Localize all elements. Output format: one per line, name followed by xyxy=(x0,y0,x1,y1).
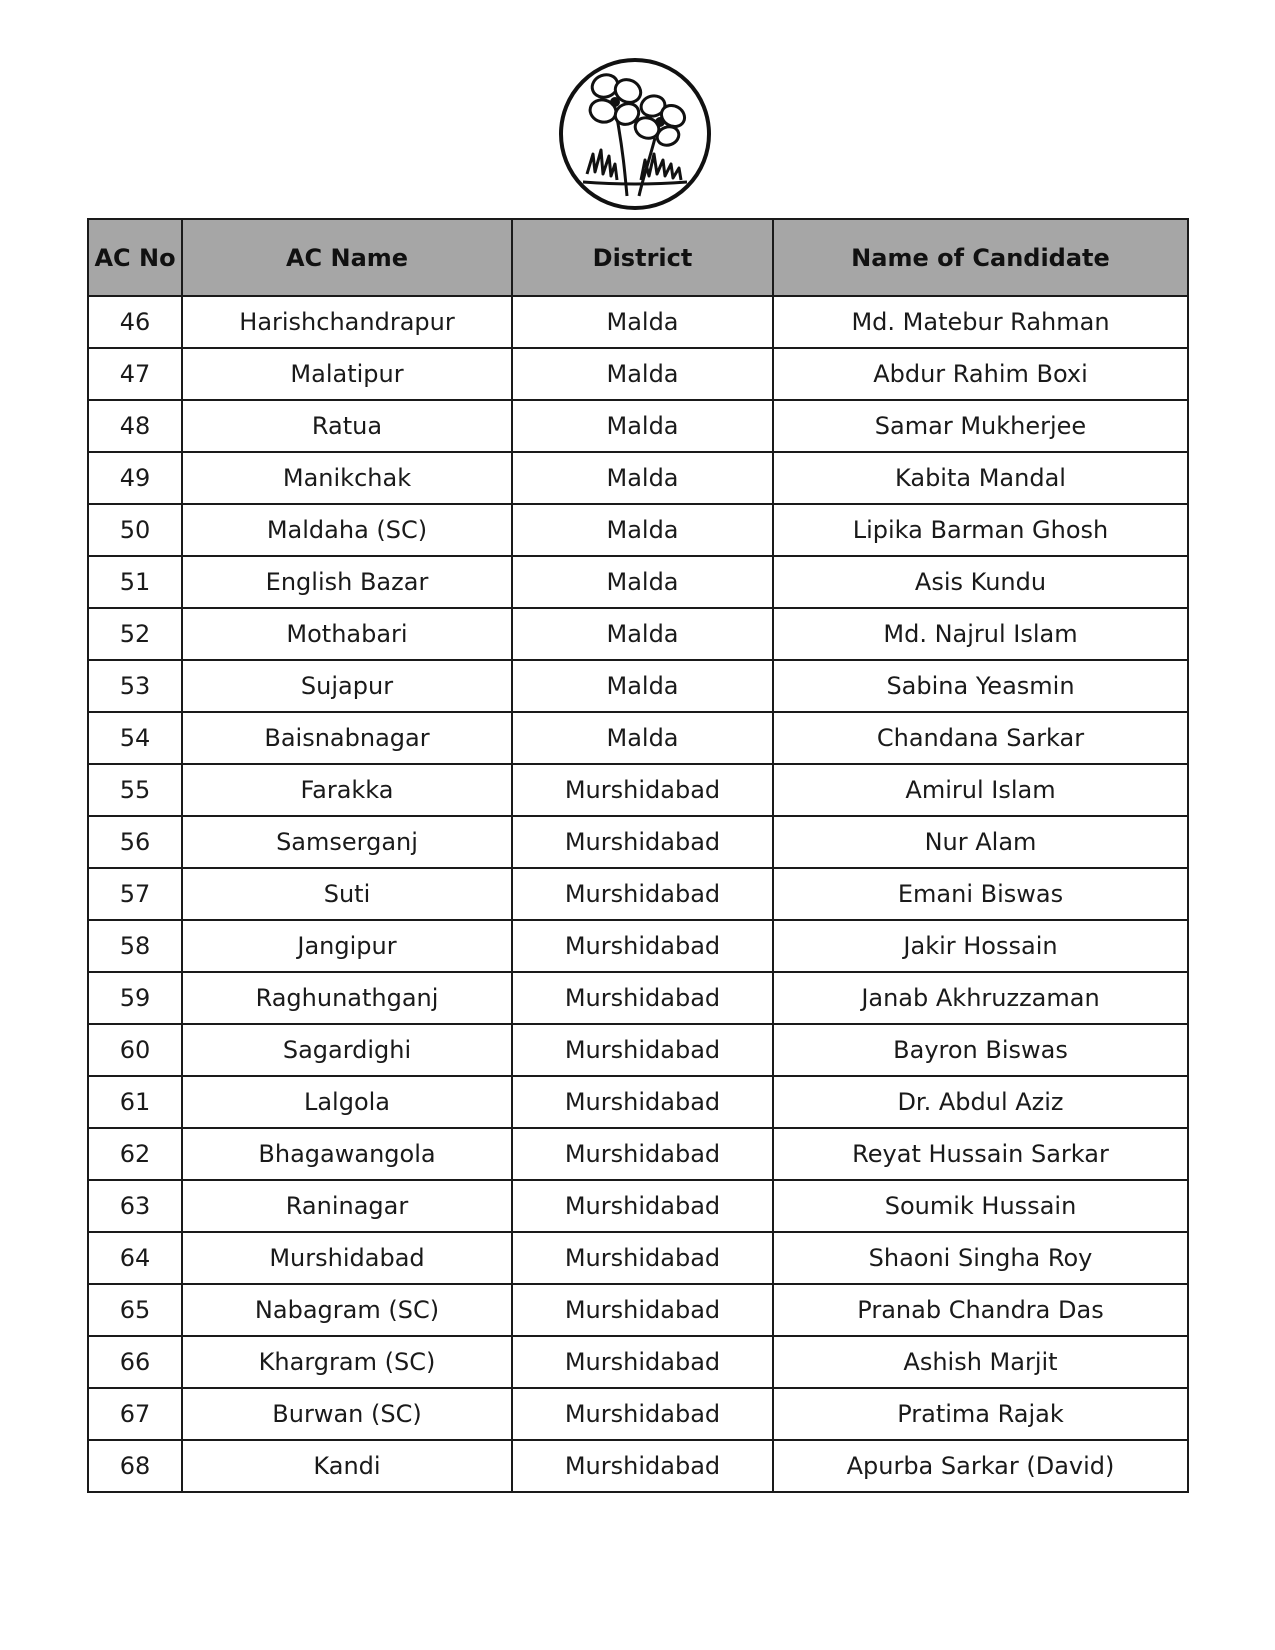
table-row xyxy=(88,764,1188,816)
cell-ac-no: 68 xyxy=(88,1440,182,1492)
cell-candidate-name: Dr. Abdul Aziz xyxy=(773,1076,1188,1128)
cell-ac-no: 62 xyxy=(88,1128,182,1180)
cell-candidate-name: Pranab Chandra Das xyxy=(773,1284,1188,1336)
table-row xyxy=(88,556,1188,608)
cell-district: Malda xyxy=(512,660,773,712)
cell-district: Murshidabad xyxy=(512,1336,773,1388)
party-logo xyxy=(557,56,713,212)
cell-ac-name: Baisnabnagar xyxy=(182,712,512,764)
cell-ac-no: 61 xyxy=(88,1076,182,1128)
candidates-table xyxy=(87,218,1189,1493)
cell-ac-no: 53 xyxy=(88,660,182,712)
table-row xyxy=(88,1128,1188,1180)
cell-ac-no: 56 xyxy=(88,816,182,868)
cell-ac-no: 48 xyxy=(88,400,182,452)
cell-ac-no: 46 xyxy=(88,296,182,348)
cell-ac-name: Harishchandrapur xyxy=(182,296,512,348)
cell-ac-no: 52 xyxy=(88,608,182,660)
cell-ac-no: 63 xyxy=(88,1180,182,1232)
cell-ac-name: Suti xyxy=(182,868,512,920)
table-row xyxy=(88,1388,1188,1440)
cell-district: Murshidabad xyxy=(512,1232,773,1284)
cell-ac-name: Bhagawangola xyxy=(182,1128,512,1180)
table-row xyxy=(88,1284,1188,1336)
header-ac-name: AC Name xyxy=(182,219,512,296)
cell-district: Malda xyxy=(512,608,773,660)
table-row xyxy=(88,1180,1188,1232)
cell-district: Malda xyxy=(512,400,773,452)
cell-ac-no: 60 xyxy=(88,1024,182,1076)
table-row xyxy=(88,1024,1188,1076)
cell-candidate-name: Amirul Islam xyxy=(773,764,1188,816)
table-row xyxy=(88,1232,1188,1284)
cell-candidate-name: Bayron Biswas xyxy=(773,1024,1188,1076)
cell-district: Malda xyxy=(512,452,773,504)
cell-candidate-name: Apurba Sarkar (David) xyxy=(773,1440,1188,1492)
cell-district: Murshidabad xyxy=(512,1128,773,1180)
cell-ac-name: Jangipur xyxy=(182,920,512,972)
cell-candidate-name: Nur Alam xyxy=(773,816,1188,868)
cell-candidate-name: Sabina Yeasmin xyxy=(773,660,1188,712)
cell-ac-no: 51 xyxy=(88,556,182,608)
table-row xyxy=(88,868,1188,920)
cell-district: Murshidabad xyxy=(512,816,773,868)
cell-district: Malda xyxy=(512,296,773,348)
table-header-row xyxy=(88,219,1188,296)
twin-flowers-grass-emblem-icon xyxy=(557,56,713,212)
cell-ac-no: 64 xyxy=(88,1232,182,1284)
cell-candidate-name: Jakir Hossain xyxy=(773,920,1188,972)
cell-ac-name: Mothabari xyxy=(182,608,512,660)
cell-ac-name: Kandi xyxy=(182,1440,512,1492)
cell-candidate-name: Asis Kundu xyxy=(773,556,1188,608)
cell-ac-name: Sagardighi xyxy=(182,1024,512,1076)
table-body xyxy=(88,296,1188,1492)
cell-ac-name: English Bazar xyxy=(182,556,512,608)
header-ac-no: AC No xyxy=(88,219,182,296)
cell-ac-name: Lalgola xyxy=(182,1076,512,1128)
cell-ac-name: Raghunathganj xyxy=(182,972,512,1024)
cell-ac-name: Malatipur xyxy=(182,348,512,400)
table-row xyxy=(88,400,1188,452)
table-row xyxy=(88,920,1188,972)
table-row xyxy=(88,504,1188,556)
cell-ac-name: Maldaha (SC) xyxy=(182,504,512,556)
table-row xyxy=(88,348,1188,400)
cell-candidate-name: Samar Mukherjee xyxy=(773,400,1188,452)
cell-ac-no: 66 xyxy=(88,1336,182,1388)
cell-candidate-name: Reyat Hussain Sarkar xyxy=(773,1128,1188,1180)
cell-ac-name: Raninagar xyxy=(182,1180,512,1232)
table-row xyxy=(88,608,1188,660)
cell-district: Murshidabad xyxy=(512,1388,773,1440)
cell-ac-name: Farakka xyxy=(182,764,512,816)
table-row xyxy=(88,972,1188,1024)
cell-ac-name: Ratua xyxy=(182,400,512,452)
cell-district: Murshidabad xyxy=(512,972,773,1024)
cell-ac-no: 49 xyxy=(88,452,182,504)
cell-ac-no: 57 xyxy=(88,868,182,920)
cell-candidate-name: Lipika Barman Ghosh xyxy=(773,504,1188,556)
cell-ac-name: Manikchak xyxy=(182,452,512,504)
cell-district: Murshidabad xyxy=(512,764,773,816)
table-row xyxy=(88,816,1188,868)
cell-ac-no: 65 xyxy=(88,1284,182,1336)
cell-district: Murshidabad xyxy=(512,1180,773,1232)
table-row xyxy=(88,452,1188,504)
cell-candidate-name: Emani Biswas xyxy=(773,868,1188,920)
cell-district: Murshidabad xyxy=(512,868,773,920)
cell-ac-name: Murshidabad xyxy=(182,1232,512,1284)
cell-candidate-name: Md. Najrul Islam xyxy=(773,608,1188,660)
cell-ac-name: Samserganj xyxy=(182,816,512,868)
cell-ac-name: Burwan (SC) xyxy=(182,1388,512,1440)
cell-candidate-name: Soumik Hussain xyxy=(773,1180,1188,1232)
cell-district: Murshidabad xyxy=(512,1024,773,1076)
cell-district: Malda xyxy=(512,504,773,556)
cell-district: Murshidabad xyxy=(512,1440,773,1492)
cell-district: Murshidabad xyxy=(512,1076,773,1128)
cell-candidate-name: Shaoni Singha Roy xyxy=(773,1232,1188,1284)
cell-ac-no: 47 xyxy=(88,348,182,400)
table-row xyxy=(88,1440,1188,1492)
table-row xyxy=(88,1336,1188,1388)
cell-district: Malda xyxy=(512,348,773,400)
cell-candidate-name: Abdur Rahim Boxi xyxy=(773,348,1188,400)
cell-ac-no: 58 xyxy=(88,920,182,972)
cell-district: Murshidabad xyxy=(512,1284,773,1336)
table-row xyxy=(88,712,1188,764)
table-row xyxy=(88,1076,1188,1128)
cell-ac-name: Nabagram (SC) xyxy=(182,1284,512,1336)
cell-candidate-name: Kabita Mandal xyxy=(773,452,1188,504)
cell-candidate-name: Janab Akhruzzaman xyxy=(773,972,1188,1024)
cell-ac-no: 59 xyxy=(88,972,182,1024)
cell-district: Malda xyxy=(512,712,773,764)
header-district: District xyxy=(512,219,773,296)
cell-ac-name: Sujapur xyxy=(182,660,512,712)
cell-candidate-name: Chandana Sarkar xyxy=(773,712,1188,764)
cell-ac-name: Khargram (SC) xyxy=(182,1336,512,1388)
cell-district: Malda xyxy=(512,556,773,608)
cell-ac-no: 55 xyxy=(88,764,182,816)
cell-candidate-name: Ashish Marjit xyxy=(773,1336,1188,1388)
cell-ac-no: 67 xyxy=(88,1388,182,1440)
table-row xyxy=(88,296,1188,348)
cell-ac-no: 50 xyxy=(88,504,182,556)
cell-candidate-name: Pratima Rajak xyxy=(773,1388,1188,1440)
header-candidate-name: Name of Candidate xyxy=(773,219,1188,296)
cell-ac-no: 54 xyxy=(88,712,182,764)
cell-candidate-name: Md. Matebur Rahman xyxy=(773,296,1188,348)
table-row xyxy=(88,660,1188,712)
cell-district: Murshidabad xyxy=(512,920,773,972)
